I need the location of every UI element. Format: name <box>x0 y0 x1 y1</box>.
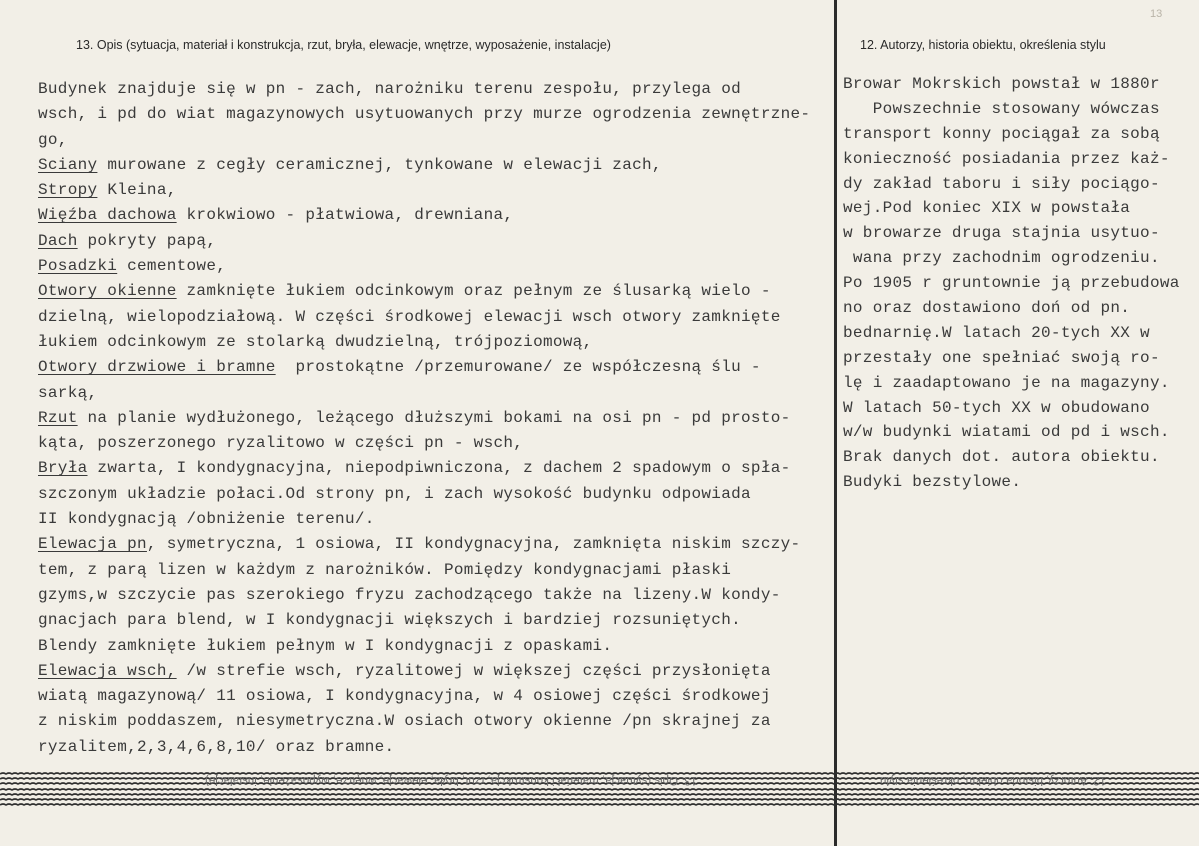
corner-number: 13 <box>1150 8 1163 20</box>
history-line: wana przy zachodnim ogrodzeniu. <box>843 249 1160 268</box>
description-line <box>38 583 838 608</box>
line-text: pokryty papą, <box>77 231 217 250</box>
history-line: w browarze druga stajnia usytuo- <box>843 224 1160 243</box>
line-text: /w strefie wsch, ryzalitowej w większej części przysłonięta <box>176 661 771 680</box>
history-text <box>843 72 1193 495</box>
line-text: sarką, <box>38 383 98 402</box>
wave-line <box>0 799 1199 800</box>
history-line: wej.Pod koniec XIX w powstała <box>843 199 1131 218</box>
line-text: II kondygnacją /obniżenie terenu/. <box>38 510 375 529</box>
description-line <box>38 558 838 583</box>
line-text: wiatą magazynową/ 11 osiowa, I kondygnacyjna, w 4 osiowej części środkowej <box>38 687 771 706</box>
description-line <box>38 153 838 178</box>
description-line <box>38 634 838 659</box>
history-line: dy zakład taboru i siły pociągo- <box>843 174 1160 193</box>
description-line <box>38 279 838 304</box>
line-text: gzyms,w szczycie pas szerokiego fryzu zachodzącego także na lizeny.W kondy- <box>38 585 781 604</box>
line-text: na planie wydłużonego, leżącego dłuższymi bokami na osi pn - pd prosto- <box>77 408 791 427</box>
section-12-header: 12. Autorzy, historia obiektu, określenia stylu <box>860 38 1106 52</box>
description-line <box>38 203 838 228</box>
line-text: zamknięte łukiem odcinkowym oraz pełnym ze ślusarką wielo - <box>176 282 771 301</box>
history-line: przestały one spełniać swoją ro- <box>843 348 1160 367</box>
underlined-term: Rzut <box>38 408 78 427</box>
description-line <box>38 178 838 203</box>
description-line <box>38 229 838 254</box>
history-line: transport konny pociągał za sobą <box>843 124 1160 143</box>
wave-line <box>0 804 1199 805</box>
line-text: Budynek znajduje się w pn - zach, narożniku terenu zespołu, przylega od <box>38 80 742 98</box>
line-text: cementowe, <box>117 257 227 276</box>
description-line <box>38 608 838 633</box>
underlined-term: Otwory drzwiowe i bramne <box>38 358 276 377</box>
underlined-term: Więźba dachowa <box>38 206 177 225</box>
line-text: zwarta, I kondygnacyjna, niepodpiwniczona, z dachem 2 spadowym o spła- <box>87 459 791 478</box>
line-text: krokwiowo - płatwiowa, drewniana, <box>176 206 514 225</box>
history-line: Browar Mokrskich powstał w 1880r <box>843 75 1160 93</box>
underlined-term: Bryła <box>38 459 88 478</box>
history-line: Powszechnie stosowany wówczas <box>843 99 1160 118</box>
description-text <box>38 77 838 760</box>
line-text: , symetryczna, 1 osiowa, II kondygnacyjna, zamknięta niskim szczy- <box>146 535 801 554</box>
description-line <box>38 684 838 709</box>
description-line <box>38 456 838 481</box>
underlined-term: Otwory okienne <box>38 282 177 301</box>
description-line <box>38 102 838 127</box>
mirrored-header-13: 13. Opis (sytuacja, materiał i konstrukcja, rzut, bryła, elewacje, wnętrze, wyposażenie, instalacje) <box>205 774 698 786</box>
wave-line <box>0 789 1199 790</box>
description-line <box>38 355 838 380</box>
line-text: murowane z cegły ceramicznej, tynkowane w elewacji zach, <box>97 155 662 174</box>
description-line <box>38 532 838 557</box>
line-text: go, <box>38 130 68 149</box>
line-text: tem, z parą lizen w każdym z narożników. Pomiędzy kondygnacjami płaski <box>38 560 732 579</box>
description-line <box>38 77 838 102</box>
line-text: Kleina, <box>97 181 177 200</box>
history-line: Po 1905 r gruntownie ją przebudowa <box>843 274 1180 293</box>
history-line: W latach 50-tych XX w obudowano <box>843 398 1150 417</box>
section-13-header: 13. Opis (sytuacja, materiał i konstrukcja, rzut, bryła, elewacje, wnętrze, wyposażenie, instalacje) <box>76 38 611 52</box>
line-text: szczonym układzie połaci.Od strony pn, i zach wysokość budynku odpowiada <box>38 484 751 503</box>
description-line <box>38 659 838 684</box>
line-text: kąta, poszerzonego ryzalitowo w części pn - wsch, <box>38 434 524 453</box>
history-line: no oraz dostawiono doń od pn. <box>843 299 1131 318</box>
description-line <box>38 305 838 330</box>
description-line <box>38 709 838 734</box>
line-text: dzielną, wielopodziałową. W części środkowej elewacji wsch otwory zamknięte <box>38 307 781 326</box>
history-line: konieczność posiadania przez każ- <box>843 149 1170 168</box>
mirrored-header-12: 12. Autorzy, historia obiektu, określenia stylu <box>880 774 1107 786</box>
history-line: lę i zaadaptowano je na magazyny. <box>843 373 1170 392</box>
line-text: wsch, i pd do wiat magazynowych usytuowanych przy murze ogrodzenia zewnętrzne- <box>38 105 811 124</box>
description-line <box>38 507 838 532</box>
description-line <box>38 254 838 279</box>
line-text: Blendy zamknięte łukiem pełnym w I kondygnacji z opaskami. <box>38 636 613 655</box>
line-text: z niskim poddaszem, niesymetryczna.W osiach otwory okienne /pn skrajnej za <box>38 712 771 731</box>
underlined-term: Elewacja pn <box>38 535 147 554</box>
wave-line <box>0 794 1199 795</box>
description-line <box>38 431 838 456</box>
history-line: Budyki bezstylowe. <box>843 473 1022 492</box>
line-text: ryzalitem,2,3,4,6,8,10/ oraz bramne. <box>38 737 395 756</box>
line-text: prostokątne /przemurowane/ ze współczesną ślu - <box>275 358 761 377</box>
description-line <box>38 735 838 760</box>
history-line: bednarnię.W latach 20-tych XX w <box>843 323 1150 342</box>
underlined-term: Elewacja wsch, <box>38 661 177 680</box>
line-text: gnacjach para blend, w I kondygnacji większych i bardziej rozsuniętych. <box>38 611 742 630</box>
description-line <box>38 128 838 153</box>
underlined-term: Dach <box>38 231 78 250</box>
underlined-term: Posadzki <box>38 257 118 276</box>
underlined-term: Sciany <box>38 155 98 174</box>
history-line: w/w budynki wiatami od pd i wsch. <box>843 423 1170 442</box>
description-line <box>38 330 838 355</box>
description-line <box>38 381 838 406</box>
history-line: Brak danych dot. autora obiektu. <box>843 448 1160 467</box>
line-text: łukiem odcinkowym ze stolarką dwudzielną, trójpoziomową, <box>38 332 593 351</box>
description-line <box>38 406 838 431</box>
underlined-term: Stropy <box>38 181 98 200</box>
description-line <box>38 482 838 507</box>
